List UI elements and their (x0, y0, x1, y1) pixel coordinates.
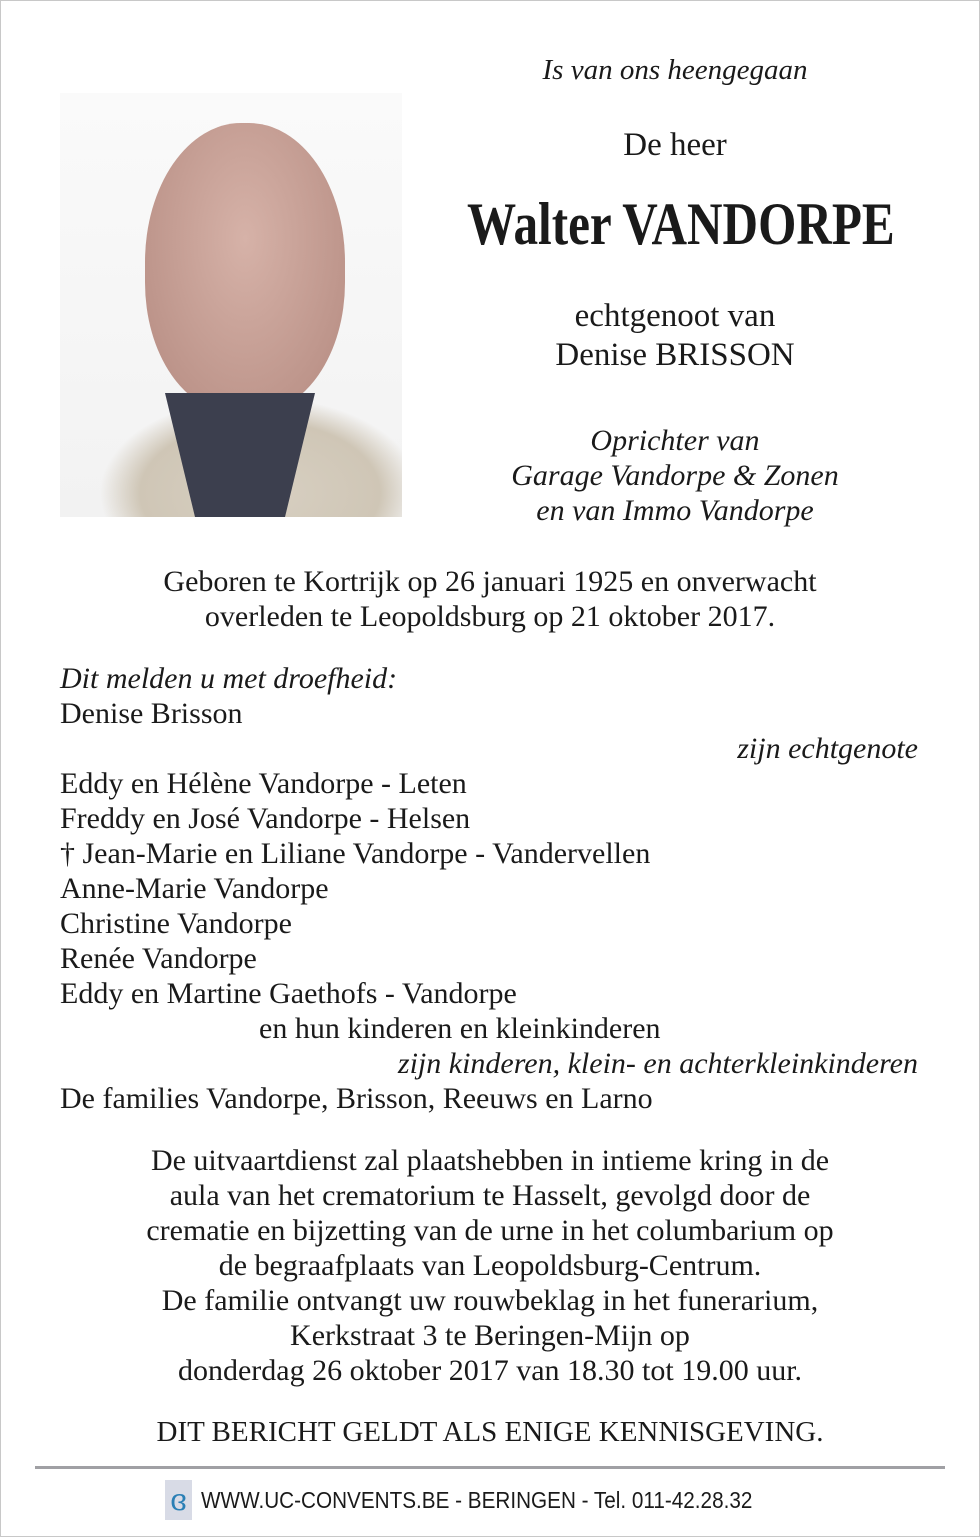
mourner-child: † Jean-Marie en Liliane Vandorpe - Vandervellen (60, 837, 651, 870)
service-line: Kerkstraat 3 te Beringen-Mijn op (290, 1319, 690, 1352)
spouse-label: echtgenoot van (574, 298, 776, 334)
service-line: De familie ontvangt uw rouwbeklag in het funerarium, (161, 1284, 819, 1317)
mourner-child: Eddy en Hélène Vandorpe - Leten (60, 767, 467, 800)
spouse-name: Denise BRISSON (555, 337, 795, 373)
birth-line: Geboren te Kortrijk op 26 januari 1925 en onverwacht (163, 565, 817, 598)
mourner-child: Anne-Marie Vandorpe (60, 872, 329, 905)
footer (165, 1480, 752, 1520)
service-line: de begraafplaats van Leopoldsburg-Centrum. (218, 1249, 762, 1282)
role-line: Oprichter van (590, 424, 760, 457)
service-line: crematie en bijzetting van de urne in het columbarium op (146, 1214, 834, 1247)
footer-text: WWW.UC-CONVENTS.BE - BERINGEN - Tel. 011-42.28.32 (201, 1486, 753, 1513)
service-line: aula van het crematorium te Hasselt, gevolgd door de (169, 1179, 811, 1212)
mourner-child: Eddy en Martine Gaethofs - Vandorpe (60, 977, 517, 1010)
mourner-spouse: Denise Brisson (60, 697, 243, 730)
mourner-child: Renée Vandorpe (60, 942, 257, 975)
funeral-home-logo-icon: ɞ (165, 1480, 192, 1520)
death-line: overleden te Leopoldsburg op 21 oktober 2017. (204, 600, 776, 633)
mourner-child: Christine Vandorpe (60, 907, 292, 940)
families-line: De families Vandorpe, Brisson, Reeuws en Larno (60, 1082, 653, 1115)
deceased-name: Walter VANDORPE (466, 191, 895, 257)
role-line: en van Immo Vandorpe (536, 494, 814, 527)
role-line: Garage Vandorpe & Zonen (511, 459, 839, 492)
notice-line: DIT BERICHT GELDT ALS ENIGE KENNISGEVING. (156, 1416, 824, 1448)
portrait-photo (60, 93, 402, 517)
service-line: donderdag 26 oktober 2017 van 18.30 tot 19.00 uur. (177, 1354, 803, 1387)
mourners-intro: Dit melden u met droefheid: (60, 662, 398, 695)
mourner-child: Freddy en José Vandorpe - Helsen (60, 802, 471, 835)
service-line: De uitvaartdienst zal plaatshebben in intieme kring in de (150, 1144, 830, 1177)
intro-text: Is van ons heengegaan (542, 54, 808, 86)
divider (35, 1466, 945, 1469)
grandchildren-line: en hun kinderen en kleinkinderen (259, 1012, 661, 1045)
salutation: De heer (623, 127, 727, 163)
spouse-role: zijn echtgenote (737, 732, 918, 765)
children-role: zijn kinderen, klein- en achterkleinkinderen (397, 1047, 918, 1080)
